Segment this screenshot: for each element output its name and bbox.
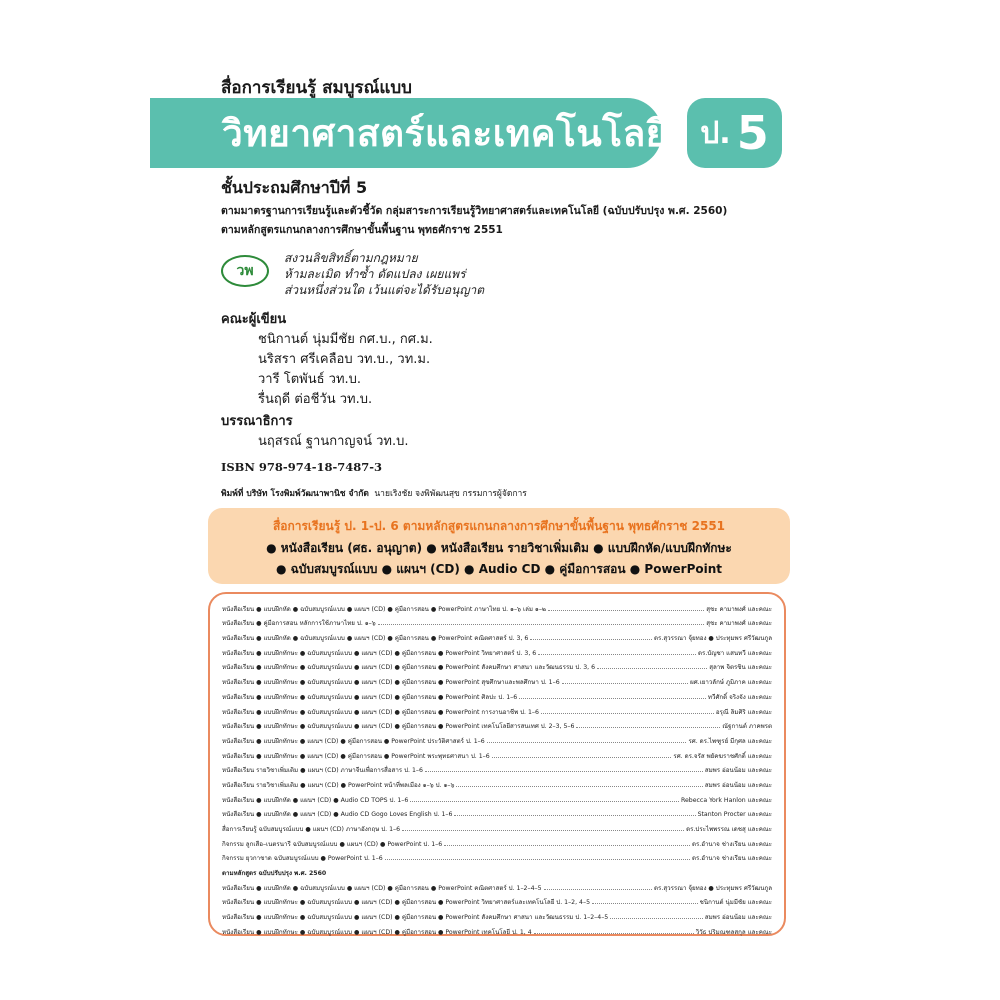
editors-heading: บรรณาธิการ — [221, 414, 293, 429]
catalog-item-title: หนังสือเรียน ● แบบฝึกทักษะ ● ฉบับสมบูรณ์แบบ ● แผนฯ (CD) ● คู่มือการสอน ● PowerPoint สังคมศึกษา ศาสนา และวัฒนธรรม ป. 1–2–4–5 — [222, 914, 609, 922]
catalog-row — [222, 717, 772, 732]
catalog-item-author: รศ. ดร.ไพฑูรย์ มีกุศล และคณะ — [688, 737, 772, 745]
catalog-item-author: ดร.อำนาจ ช่างเรียน และคณะ — [691, 855, 772, 863]
leader-dots — [534, 933, 694, 934]
catalog-item-title: กิจกรรม ยุวกาชาด ฉบับสมบูรณ์แบบ ● PowerPoint ป. 1–6 — [222, 855, 383, 863]
standard-line-2: ตามหลักสูตรแกนกลางการศึกษาขั้นพื้นฐาน พุทธศักราช 2551 — [221, 224, 503, 236]
leader-dots — [544, 889, 652, 890]
leader-dots — [597, 668, 707, 669]
catalog-item-author: ผศ.เยาวลักษ์ ภูมิภาค และคณะ — [690, 679, 772, 687]
catalog-item-title: หนังสือเรียน ● แบบฝึกหัด ● แผนฯ (CD) ● Audio CD Gogo Loves English ป. 1–6 — [222, 811, 453, 819]
catalog-item-author: อรุณี ลิมศิริ และคณะ — [715, 708, 772, 716]
authors-heading: คณะผู้เขียน — [221, 312, 287, 327]
catalog-item-author: ดร.บัญชา แสนทวี และคณะ — [698, 649, 772, 657]
author-name: นริสรา ศรีเคลือบ วท.บ., วท.ม. — [258, 352, 431, 367]
catalog-row — [222, 643, 772, 658]
leader-dots — [519, 698, 706, 699]
catalog-item-author: ดร.สุวรรณา จุ้ยทอง ● ประทุมพร ศรีวัฒนกูล — [654, 635, 772, 643]
catalog-row — [222, 819, 772, 834]
catalog-item-author: ณัฐกานต์ ภาคพรต — [722, 723, 772, 731]
catalog-item-author: สมพร อ่อนน้อม และคณะ — [704, 767, 772, 775]
catalog-row — [222, 614, 772, 629]
catalog-item-author: สมพร อ่อนน้อม และคณะ — [704, 914, 772, 922]
leader-dots — [487, 742, 687, 743]
catalog-item-title: หนังสือเรียน ● แบบฝึกทักษะ ● ฉบับสมบูรณ์แบบ ● แผนฯ (CD) ● คู่มือการสอน ● PowerPoint เทคโนโลยี ป. 1, 4 — [222, 928, 532, 936]
catalog-row — [222, 775, 772, 790]
catalog-item-author: รศ. ดร.จรัส พยัคฆราชศักดิ์ และคณะ — [673, 752, 772, 760]
copyright-line-1: สงวนลิขสิทธิ์ตามกฎหมาย — [284, 251, 418, 265]
leader-dots — [592, 903, 698, 904]
leader-dots — [402, 830, 684, 831]
catalog-item-author: สุชะ คามาพงศ์ และคณะ — [706, 605, 772, 613]
catalog-item-title: หนังสือเรียน ● แบบฝึกทักษะ ● ฉบับสมบูรณ์แบบ ● แผนฯ (CD) ● คู่มือการสอน ● PowerPoint วิทยาศาสตร์ ป. 3, 6 — [222, 649, 537, 657]
catalog-row — [222, 849, 772, 864]
catalog-item-author: Stanton Procter และคณะ — [697, 811, 772, 819]
promo-title: สื่อการเรียนรู้ ป. 1-ป. 6 ตามหลักสูตรแกนกลางการศึกษาขั้นพื้นฐาน พุทธศักราช 2551 — [272, 519, 726, 533]
catalog-item-title: กิจกรรม ลูกเสือ–เนตรนารี ฉบับสมบูรณ์แบบ ● แผนฯ (CD) ● PowerPoint ป. 1–6 — [222, 840, 443, 848]
catalog-item-title: หนังสือเรียน ● แบบฝึกหัด ● แผนฯ (CD) ● Audio CD TOPS ป. 1–6 — [222, 796, 409, 804]
catalog-item-author: สุลาพ จิตรชิน และคณะ — [709, 664, 772, 672]
author-name: ชนิกานต์ นุ่มมีชัย กศ.บ., กศ.ม. — [258, 332, 433, 347]
leader-dots — [444, 845, 690, 846]
copyright-line-2: ห้ามละเมิด ทำซ้ำ ดัดแปลง เผยแพร่ — [284, 267, 466, 281]
grade-level: ชั้นประถมศึกษาปีที่ 5 — [221, 178, 368, 197]
catalog-row — [222, 599, 772, 614]
leader-dots — [410, 801, 679, 802]
catalog-item-author: Rebecca York Hanlon และคณะ — [680, 796, 772, 804]
catalog-row — [222, 658, 772, 673]
leader-dots — [538, 654, 696, 655]
catalog-item-author: ชนิกานต์ นุ่มมีชัย และคณะ — [699, 899, 772, 907]
catalog-item-title: หนังสือเรียน ● แบบฝึกหัด ● ฉบับสมบูรณ์แบบ ● แผนฯ (CD) ● คู่มือการสอน ● PowerPoint คณิตศาสตร์ ป. 1–2–4–5 — [222, 884, 542, 892]
catalog-row — [222, 731, 772, 746]
author-name: วารี โตพันธ์ วท.บ. — [258, 372, 362, 387]
catalog-item-title: หนังสือเรียน ● แบบฝึกหัด ● ฉบับสมบูรณ์แบบ ● แผนฯ (CD) ● คู่มือการสอน ● PowerPoint ภาษาไทย ป. ๑–๖ เล่ม ๑–๒ — [222, 605, 547, 613]
leader-dots — [530, 639, 652, 640]
catalog-list — [222, 599, 772, 937]
book-title: วิทยาศาสตร์และเทคโนโลยี — [222, 112, 668, 155]
printer-label: พิมพ์ที่ บริษัท โรงพิมพ์วัฒนาพานิช จำกัด — [221, 489, 369, 499]
catalog-row — [222, 672, 772, 687]
leader-dots — [456, 786, 702, 787]
leader-dots — [492, 757, 672, 758]
leader-dots — [562, 683, 688, 684]
catalog-row — [222, 702, 772, 717]
catalog-row — [222, 922, 772, 937]
catalog-item-author: ดร.อำนาจ ช่างเรียน และคณะ — [691, 840, 772, 848]
leader-dots — [378, 624, 705, 625]
catalog-item-author: สมพร อ่อนน้อม และคณะ — [704, 781, 772, 789]
editor-name: นฤสรณ์ ฐานกาญจน์ วท.บ. — [258, 434, 409, 449]
catalog-item-title: หนังสือเรียน ● แบบฝึกทักษะ ● ฉบับสมบูรณ์แบบ ● แผนฯ (CD) ● คู่มือการสอน ● PowerPoint ศิลปะ ป. 1–6 — [222, 693, 518, 701]
catalog-item-title: หนังสือเรียน ● แบบฝึกทักษะ ● ฉบับสมบูรณ์แบบ ● แผนฯ (CD) ● คู่มือการสอน ● PowerPoint สังคมศึกษา ศาสนา และวัฒนธรรม ป. 3, 6 — [222, 664, 596, 672]
catalog-row — [222, 790, 772, 805]
promo-line-2: ● ฉบับสมบูรณ์แบบ ● แผนฯ (CD) ● Audio CD ● คู่มือการสอน ● PowerPoint — [275, 562, 723, 576]
catalog-item-author: ดร.สุวรรณา จุ้ยทอง ● ประทุมพร ศรีวัฒนกูล — [654, 884, 772, 892]
catalog-row — [222, 687, 772, 702]
catalog-item-title: สื่อการเรียนรู้ ฉบับสมบูรณ์แบบ ● แผนฯ (CD) ภาษาอังกฤษ ป. 1–6 — [222, 826, 401, 833]
catalog-row — [222, 834, 772, 849]
catalog-item-title: หนังสือเรียน รายวิชาเพิ่มเติม ● แผนฯ (CD) ● PowerPoint หน้าที่พลเมือง ๑–๖ ป. ๑–๖ — [222, 781, 455, 789]
copyright-line-3: ส่วนหนึ่งส่วนใด เว้นแต่จะได้รับอนุญาต — [284, 283, 485, 297]
publisher-logo: วพ — [221, 255, 269, 287]
isbn: ISBN 978-974-18-7487-3 — [221, 460, 383, 474]
catalog-row — [222, 805, 772, 820]
catalog-item-title: หนังสือเรียน ● แบบฝึกทักษะ ● ฉบับสมบูรณ์แบบ ● แผนฯ (CD) ● คู่มือการสอน ● PowerPoint เทคโนโลยีสารสนเทศ ป. 2–3, 5–6 — [222, 723, 575, 731]
grade-number: 5 — [736, 106, 769, 160]
catalog-item-title: หนังสือเรียน รายวิชาเพิ่มเติม ● แผนฯ (CD) ภาษาจีนเพื่อการสื่อสาร ป. 1–6 — [222, 767, 423, 775]
leader-dots — [610, 918, 703, 919]
catalog-item-author: สุชะ คามาพงศ์ และคณะ — [706, 620, 772, 628]
catalog-row — [222, 761, 772, 776]
standard-line-1: ตามมาตรฐานการเรียนรู้และตัวชี้วัด กลุ่มสาระการเรียนรู้วิทยาศาสตร์และเทคโนโลยี (ฉบับปรับปรุง พ.ศ. 2560) — [221, 205, 728, 217]
catalog-item-title: หนังสือเรียน ● แบบฝึกทักษะ ● แผนฯ (CD) ● คู่มือการสอน ● PowerPoint ประวัติศาสตร์ ป. 1–6 — [222, 737, 485, 745]
catalog-item-title: หนังสือเรียน ● แบบฝึกทักษะ ● ฉบับสมบูรณ์แบบ ● แผนฯ (CD) ● คู่มือการสอน ● PowerPoint วิทยาศาสตร์และเทคโนโลยี ป. 1–2, 4–5 — [222, 899, 591, 907]
catalog-item-title: หนังสือเรียน ● แบบฝึกทักษะ ● ฉบับสมบูรณ์แบบ ● แผนฯ (CD) ● คู่มือการสอน ● PowerPoint การงานอาชีพ ป. 1–6 — [222, 708, 539, 716]
printer-person: นายเริงชัย จงพิพัฒนสุข กรรมการผู้จัดการ — [374, 489, 527, 499]
leader-dots — [576, 727, 720, 728]
catalog-row — [222, 893, 772, 908]
catalog-row — [222, 746, 772, 761]
catalog-item-title: หนังสือเรียน ● แบบฝึกทักษะ ● แผนฯ (CD) ● คู่มือการสอน ● PowerPoint พระพุทธศาสนา ป. 1–6 — [222, 752, 490, 760]
catalog-section-heading — [222, 863, 772, 878]
leader-dots — [454, 815, 695, 816]
grade-prefix: ป. — [700, 115, 731, 151]
leader-dots — [548, 610, 704, 611]
promo-line-1: ● หนังสือเรียน (ศธ. อนุญาต) ● หนังสือเรียน รายวิชาเพิ่มเติม ● แบบฝึกหัด/แบบฝึกทักษะ — [266, 541, 732, 555]
catalog-row — [222, 878, 772, 893]
grade-badge — [687, 98, 782, 168]
catalog-row — [222, 628, 772, 643]
catalog-item-author: วิวัธ ปริมณฑลสกุล และคณะ — [695, 928, 772, 936]
catalog-row — [222, 907, 772, 922]
catalog-item-title: หนังสือเรียน ● แบบฝึกหัด ● ฉบับสมบูรณ์แบบ ● แผนฯ (CD) ● คู่มือการสอน ● PowerPoint คณิตศาสตร์ ป. 3, 6 — [222, 635, 529, 643]
leader-dots — [385, 859, 690, 860]
author-name: รื่นฤดี ต่อชีวัน วท.บ. — [258, 392, 373, 407]
printer-info — [221, 486, 527, 500]
catalog-item-title: หนังสือเรียน ● คู่มือการสอน หลักการใช้ภาษาไทย ป. ๑–๖ — [222, 620, 376, 628]
catalog-item-author: ดร.ประไพพรรณ เดชสุ และคณะ — [686, 826, 772, 833]
leader-dots — [425, 771, 703, 772]
leader-dots — [541, 713, 714, 714]
series-label: สื่อการเรียนรู้ สมบูรณ์แบบ — [221, 78, 412, 98]
catalog-item-title: หนังสือเรียน ● แบบฝึกทักษะ ● ฉบับสมบูรณ์แบบ ● แผนฯ (CD) ● คู่มือการสอน ● PowerPoint สุขศึกษาและพลศึกษา ป. 1–6 — [222, 679, 560, 687]
catalog-item-title: ตามหลักสูตร ฉบับปรับปรุง พ.ศ. 2560 — [222, 870, 327, 878]
catalog-item-author: ทวีศักดิ์ จริงจัง และคณะ — [707, 693, 772, 701]
